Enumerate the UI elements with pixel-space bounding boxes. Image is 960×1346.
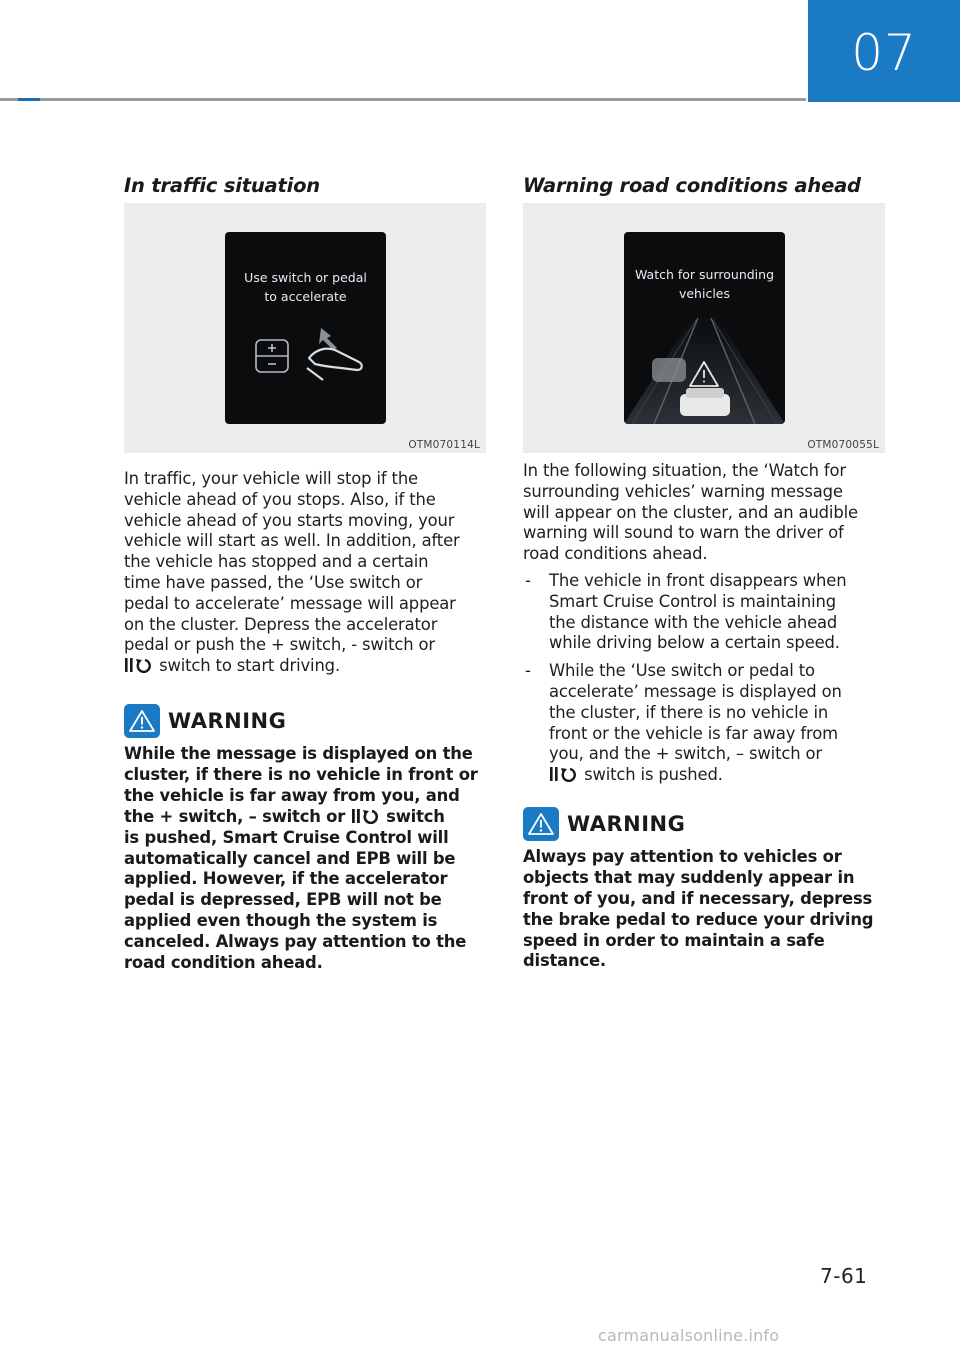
list-line: Smart Cruise Control is maintaining (549, 591, 836, 611)
warning-header (124, 703, 488, 739)
left-column (124, 170, 488, 974)
warning-triangle-icon (129, 709, 155, 733)
cruise-resume-switch-icon (351, 808, 381, 824)
list-line: the cluster, if there is no vehicle in (549, 702, 829, 722)
figure-traffic (124, 203, 486, 453)
accelerator-pedal-icon (301, 322, 369, 382)
screen-message-line: Use switch or pedal (244, 270, 367, 285)
warning-header (523, 806, 887, 842)
condition-list (523, 571, 887, 786)
warning-line (124, 807, 488, 828)
list-line: while driving below a certain speed. (549, 633, 840, 653)
list-line: front or the vehicle is far away from (549, 723, 838, 743)
warning-line: cluster, if there is no vehicle in front or (124, 764, 478, 784)
list-dash: - (525, 661, 531, 681)
section-title-traffic: In traffic situation (124, 174, 320, 197)
list-dash: - (525, 570, 531, 590)
chapter-tab: 07 (808, 0, 960, 102)
warning-line: automatically cancel and EPB will be (124, 848, 456, 868)
body-line (124, 656, 488, 677)
body-line: warning will sound to warn the driver of (523, 523, 844, 543)
list-line: The vehicle in front disappears when (549, 570, 847, 590)
warning-text-fragment: the + switch, – switch or (124, 806, 346, 826)
body-line: surrounding vehicles’ warning message (523, 481, 843, 501)
body-line: In traffic, your vehicle will stop if the (124, 469, 418, 488)
list-text-fragment: switch is pushed. (584, 765, 723, 785)
cruise-switch-icon (252, 336, 292, 376)
list-line (549, 765, 887, 786)
section-title-road-conditions: Warning road conditions ahead (523, 174, 861, 197)
body-line: on the cluster. Depress the accelerator (124, 614, 438, 634)
body-line: road conditions ahead. (523, 544, 708, 564)
warning-badge (523, 807, 559, 841)
warning-text (523, 847, 887, 972)
warning-title: WARNING (567, 811, 686, 836)
list-item (523, 661, 887, 786)
list-item (523, 571, 887, 654)
figure-code: OTM070114L (408, 439, 480, 451)
screen-message-line: to accelerate (264, 289, 347, 304)
list-line: you, and the + switch, – switch or (549, 744, 822, 764)
body-line: time have passed, the ‘Use switch or (124, 572, 423, 592)
body-paragraph (523, 461, 887, 565)
warning-line: distance. (523, 951, 606, 971)
warning-text (124, 744, 488, 974)
warning-line: While the message is displayed on the (124, 743, 473, 763)
cruise-resume-switch-icon (124, 657, 154, 673)
header-rule-accent (18, 98, 40, 101)
body-line: pedal to accelerate’ message will appear (124, 593, 456, 613)
screen-message-line: vehicles (678, 286, 731, 301)
warning-text-fragment: switch (386, 806, 445, 826)
warning-line: the brake pedal to reduce your driving (523, 909, 874, 929)
warning-title: WARNING (168, 708, 287, 733)
body-text-fragment: switch to start driving. (159, 656, 341, 676)
header-rule (0, 98, 806, 101)
warning-line: speed in order to maintain a safe (523, 930, 825, 950)
warning-line: the vehicle is far away from you, and (124, 785, 460, 805)
road-scene-graphic (624, 314, 785, 424)
warning-line: front of you, and if necessary, depress (523, 888, 873, 908)
list-line: accelerate’ message is displayed on (549, 681, 842, 701)
body-line: the vehicle has stopped and a certain (124, 552, 429, 572)
cluster-screen (624, 232, 785, 424)
screen-message-line: Watch for surrounding (634, 267, 775, 282)
body-line: will appear on the cluster, and an audible (523, 502, 858, 522)
warning-line: is pushed, Smart Cruise Control will (124, 827, 449, 847)
warning-line: objects that may suddenly appear in (523, 867, 855, 887)
page-number: 7-61 (820, 1264, 868, 1288)
body-line: pedal or push the + switch, - switch or (124, 635, 435, 655)
warning-line: applied. However, if the accelerator (124, 869, 448, 889)
body-line: vehicle ahead of you stops. Also, if the (124, 489, 436, 509)
warning-badge (124, 704, 160, 738)
warning-triangle-icon (528, 812, 554, 836)
body-line: vehicle will start as well. In addition, after (124, 531, 460, 551)
figure-code: OTM070055L (807, 439, 879, 451)
list-line: While the ‘Use switch or pedal to (549, 661, 815, 681)
warning-line: road condition ahead. (124, 953, 323, 973)
warning-line: applied even though the system is (124, 911, 438, 931)
list-line: the distance with the vehicle ahead (549, 612, 838, 632)
right-column (523, 170, 887, 972)
warning-line: pedal is depressed, EPB will not be (124, 890, 442, 910)
body-paragraph (124, 469, 488, 677)
warning-line: canceled. Always pay attention to the (124, 932, 467, 952)
warning-line: Always pay attention to vehicles or (523, 846, 842, 866)
watermark: carmanualsonline.info (598, 1326, 780, 1345)
cluster-screen (225, 232, 386, 424)
body-line: vehicle ahead of you starts moving, your (124, 510, 455, 530)
cruise-resume-switch-icon (549, 766, 579, 782)
body-line: In the following situation, the ‘Watch for (523, 461, 847, 480)
figure-road-conditions (523, 203, 885, 453)
